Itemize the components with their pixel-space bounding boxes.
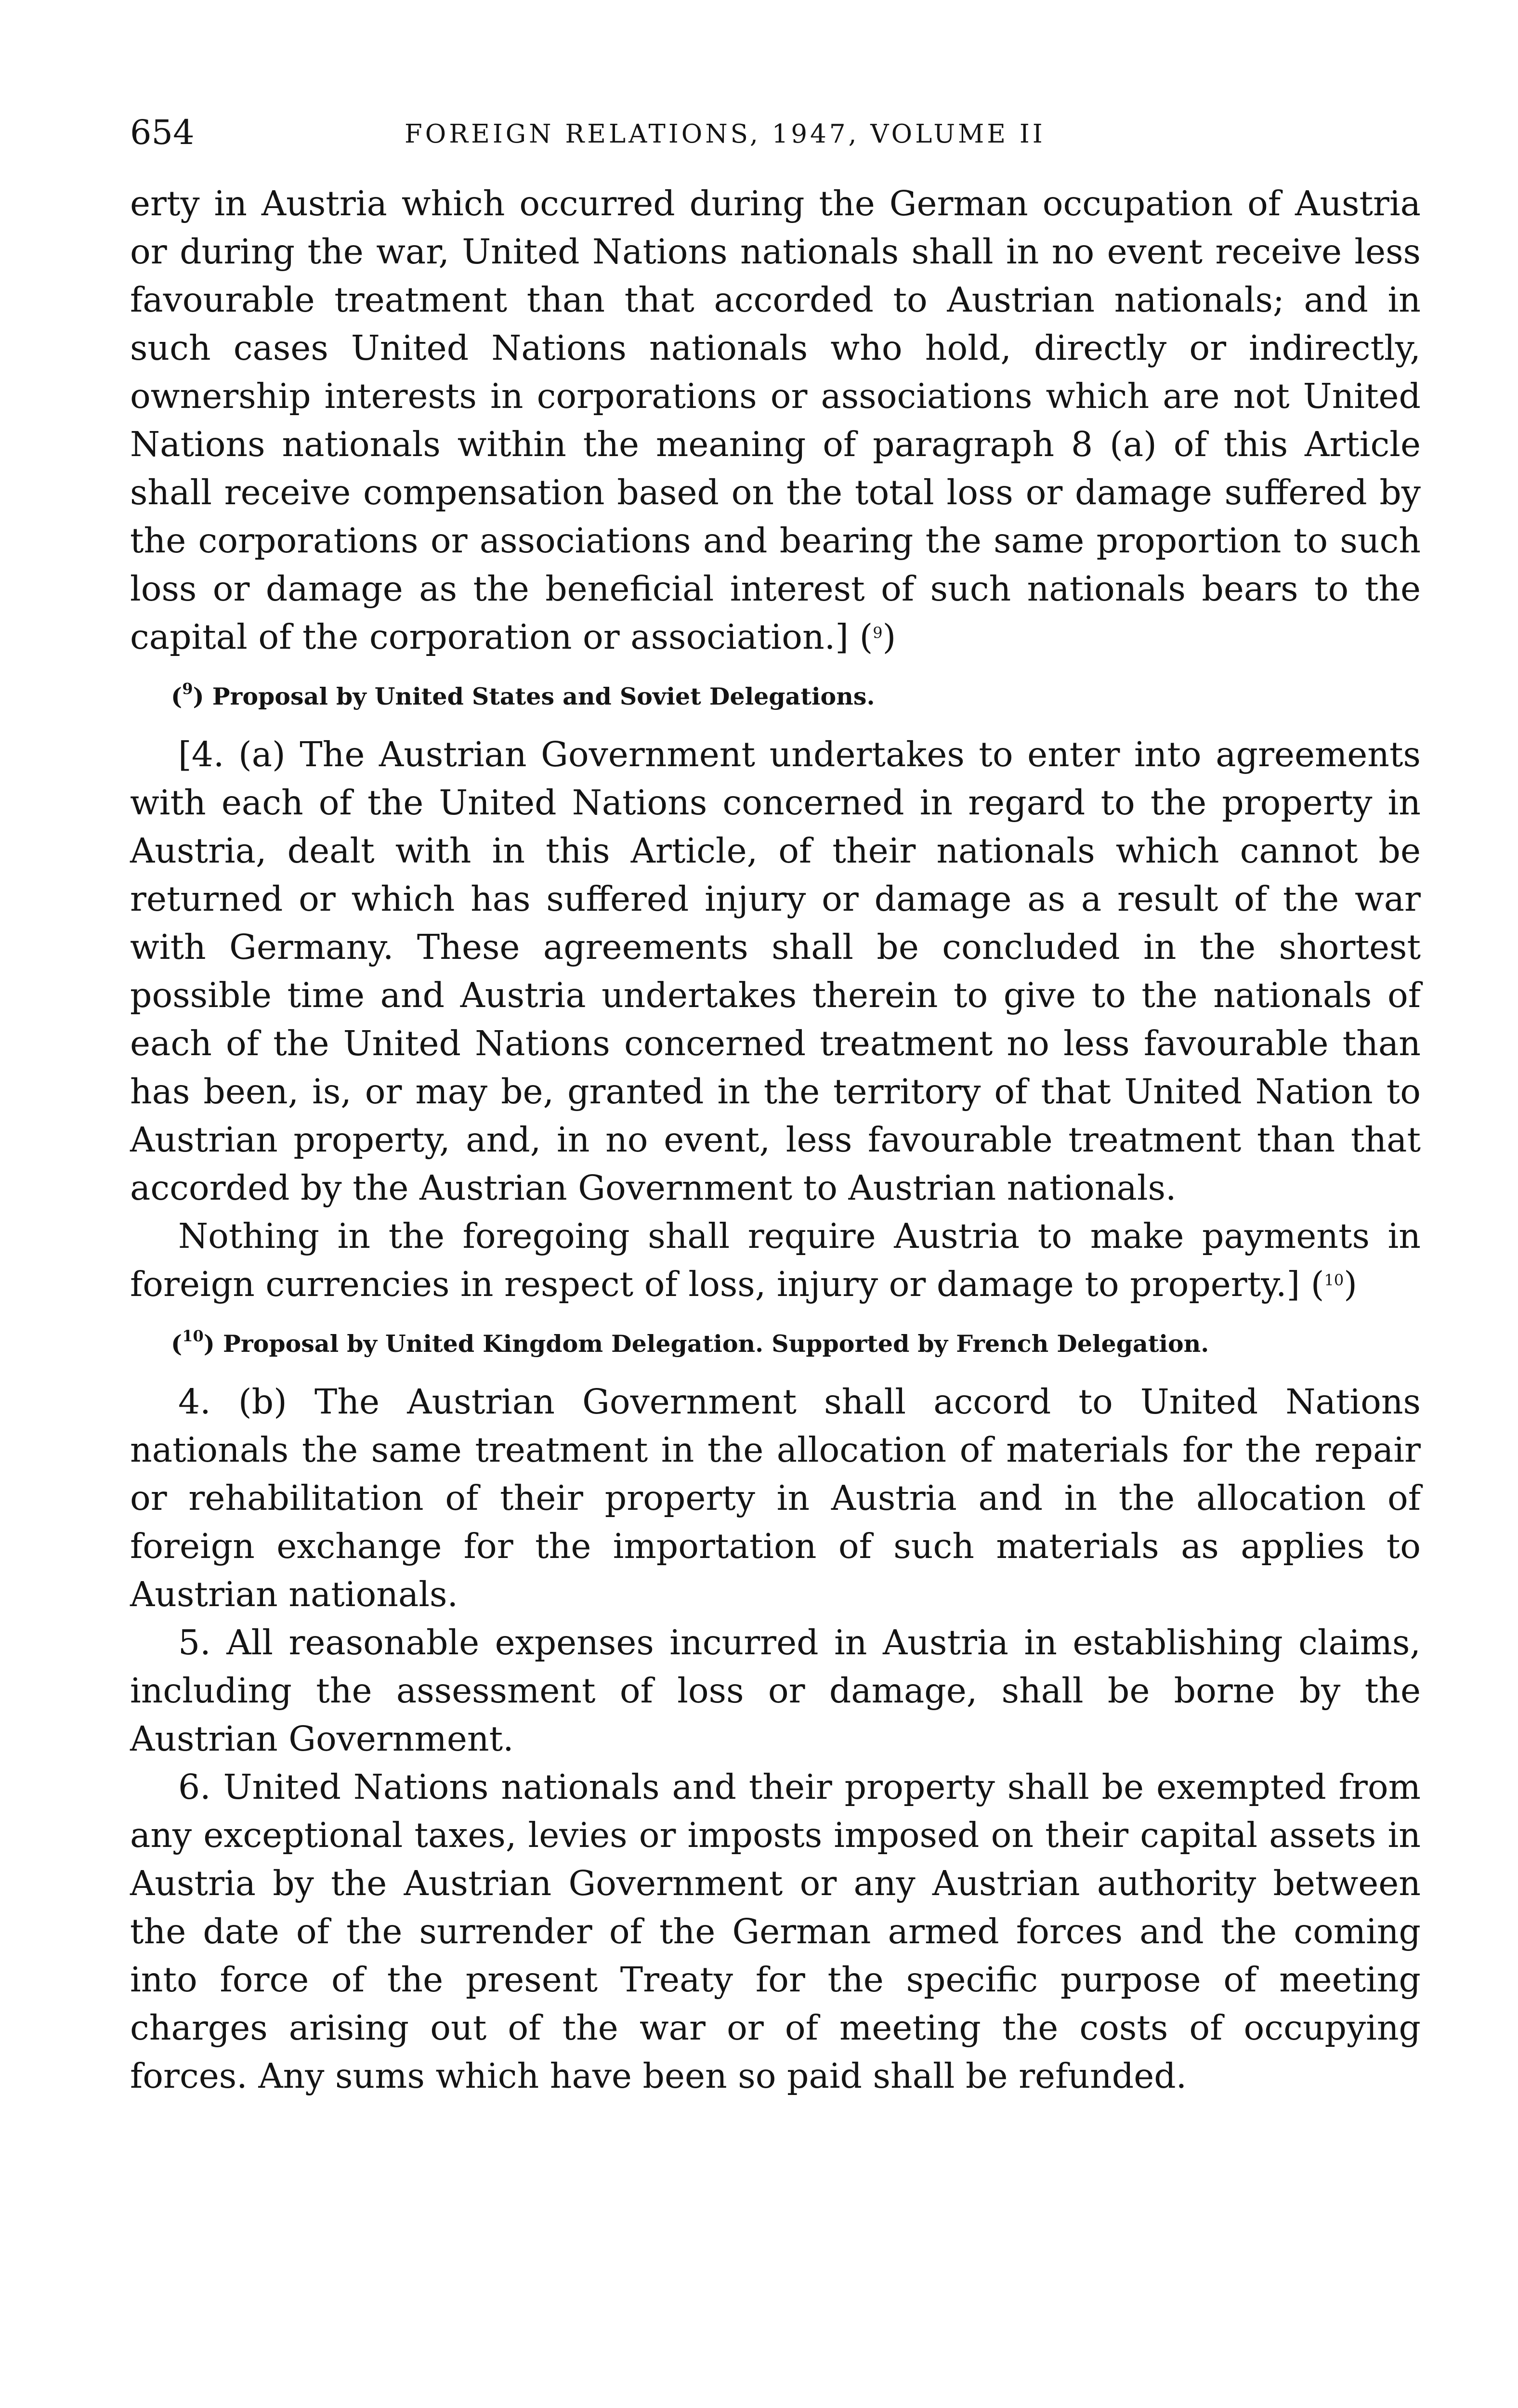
footnote-ref-9: 9 [873, 624, 883, 642]
paren-close: ) [882, 617, 896, 657]
footnote-ref-10: 10 [1324, 1271, 1344, 1289]
footnote-marker-9: 9 [182, 680, 193, 698]
paragraph-1-text: erty in Austria which occurred during the German occupation of Austria or during the war, United Nations nationals shall in no event receive less favourable treatment than that accorded to Austrian nationals; and in such cases United Nations nationals who hold, directly or indirectly, ownership interests in corporations or associations which are not United Nations nationals within the meaning of paragraph 8 (a) of this Article shall receive compensation based on the total loss or damage suffered by the corporations or associations and bearing the same proportion to such loss or damage as the beneficial interest of such nationals bears to the capital of the corporation or association.] ( [130, 183, 1421, 657]
paren-close: ) [203, 1330, 215, 1358]
paragraph-5: 5. All reasonable expenses incurred in Austria in establishing claims, including the assessment of loss or damage, shall be borne by the Austrian Government. [130, 1623, 1421, 1759]
document-page [130, 108, 1421, 2100]
paragraph-6: 6. United Nations nationals and their property shall be exempted from any exceptional taxes, levies or imposts imposed on their capital assets in Austria by the Austrian Government or any Austrian authority between the date of the surrender of the German armed forces and the coming into force of the present Treaty for the specific purpose of meeting charges arising out of the war or of meeting the costs of occupying forces. Any sums which have been so paid shall be refunded. [130, 1767, 1421, 2096]
paren-open: ( [171, 682, 183, 710]
running-head: FOREIGN RELATIONS, 1947, VOLUME II [405, 119, 1046, 149]
paren-close: ) [193, 682, 204, 710]
footnote-marker-10: 10 [182, 1327, 204, 1345]
paren-close: ) [1344, 1264, 1357, 1304]
page-header [130, 108, 1421, 176]
paragraph-3-text: Nothing in the foregoing shall require Austria to make payments in foreign currencies in respect of loss, injury or damage to property.] ( [130, 1216, 1421, 1304]
paren-open: ( [171, 1330, 183, 1358]
paragraph-2: [4. (a) The Austrian Government undertakes to enter into agreements with each of the United Nations concerned in regard to the property in Austria, dealt with in this Article, of their nationals which cannot be returned or which has suffered injury or damage as a result of the war with Germany. These agreements shall be concluded in the shortest possible time and Austria undertakes therein to give to the nationals of each of the United Nations concerned treatment no less favourable than has been, is, or may be, granted in the territory of that United Nation to Austrian property, and, in no event, less favourable treatment than that accorded by the Austrian Government to Austrian nationals. [130, 734, 1421, 1208]
paragraph-1 [130, 180, 1421, 661]
footnote-10 [171, 1328, 1421, 1360]
footnote-9 [171, 681, 1421, 712]
footnote-9-text: Proposal by United States and Soviet Delegations. [212, 682, 875, 710]
paragraph-3 [130, 1212, 1421, 1309]
footnote-10-text: Proposal by United Kingdom Delegation. Supported by French Delegation. [222, 1330, 1209, 1358]
paragraph-4: 4. (b) The Austrian Government shall accord to United Nations nationals the same treatment in the allocation of materials for the repair or rehabilitation of their property in Austria and in the allocation of foreign exchange for the importation of such materials as applies to Austrian nationals. [130, 1382, 1421, 1614]
page-number: 654 [130, 113, 195, 152]
